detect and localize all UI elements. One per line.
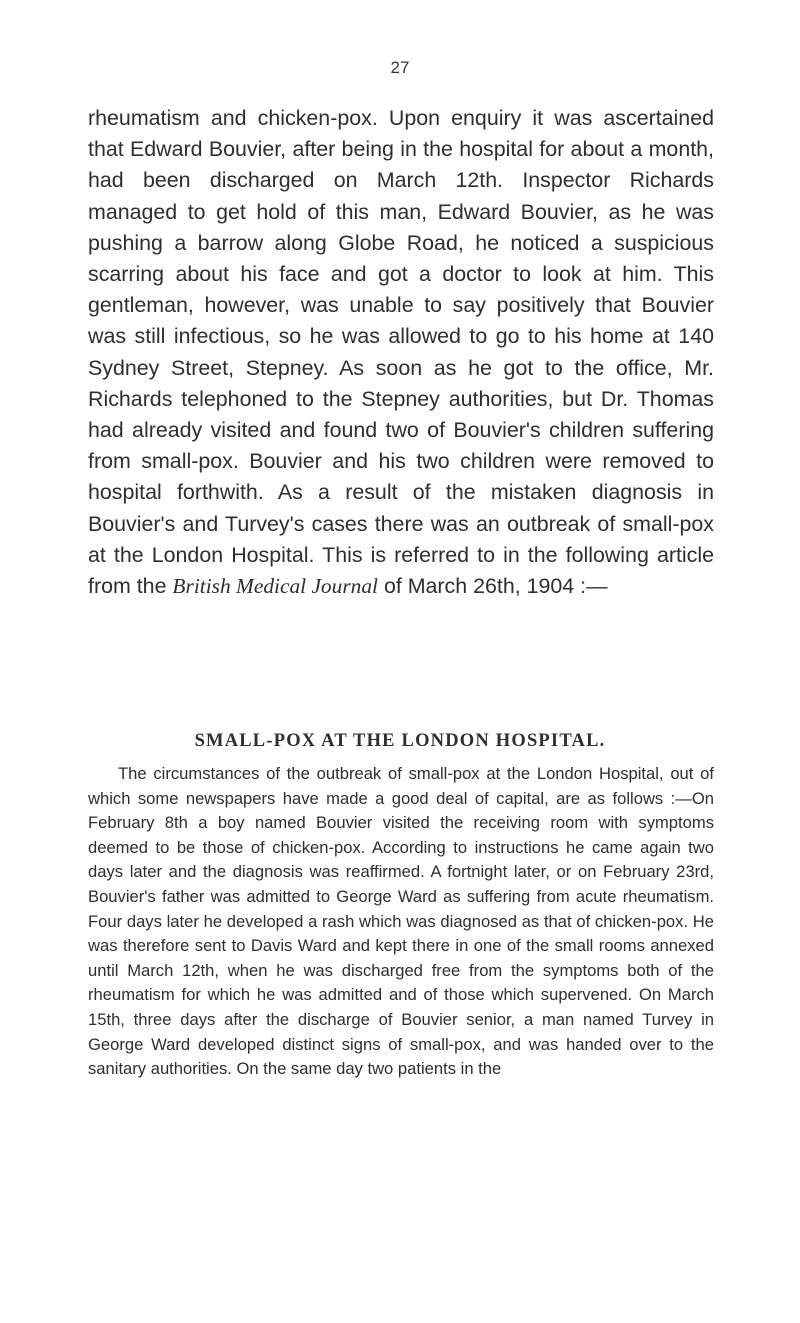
quoted-article-text: The circumstances of the outbreak of small-pox at the London Hospital, out of which some newspapers have made a good deal of capital, are as follows :—On February 8th a boy named Bouvier visited the receiving room with symptoms deemed to be those of chicken-pox. According to instructions he came again two days later and the diagnosis was reaffirmed. A fortnight later, or on February 23rd, Bouvier's father was admitted to George Ward as suffering from acute rheumatism. Four days later he developed a rash which was diagnosed as that of chicken-pox. He was therefore sent to Davis Ward and kept there in one of the small rooms annexed until March 12th, when he was discharged free from the symptoms both of the rheumatism for which he was admitted and of those which supervened. On March 15th, three days after the discharge of Bouvier senior, a man named Turvey in George Ward developed distinct signs of small-pox, and was handed over to the sanitary authorities. On the same day two patients in the — [88, 764, 714, 1079]
paragraph-text: rheumatism and chicken-pox. Upon enquiry it was ascertained that Edward Bouvier, after being in the hospital for about a month, had been discharged on March 12th. Inspector Richards managed to get hold of this man, Edward Bouvier, as he was pushing a barrow along Globe Road, he noticed a suspicious scarring about his face and got a doctor to look at him. This gentleman, however, was unable to say positively that Bouvier was still infectious, so he was allowed to go to his home at 140 Sydney Street, Stepney. As soon as he got to the office, Mr. Richards telephoned to the Stepney authorities, but Dr. Thomas had already visited and found two of Bouvier's children suffering from small-pox. Bouvier and his two children were removed to hospital forthwith. As a result of the mistaken diagnosis in Bouvier's and Turvey's cases there was an outbreak of small-pox at the London Hospital. This is referred to in the following article from the — [88, 106, 714, 599]
body-paragraph — [88, 103, 714, 602]
article-heading: SMALL-POX AT THE LONDON HOSPITAL. — [194, 731, 606, 751]
journal-title: British Medical Journal — [172, 574, 378, 599]
page-number: 27 — [390, 58, 410, 77]
paragraph-text-end: of March 26th, 1904 :— — [383, 574, 608, 599]
